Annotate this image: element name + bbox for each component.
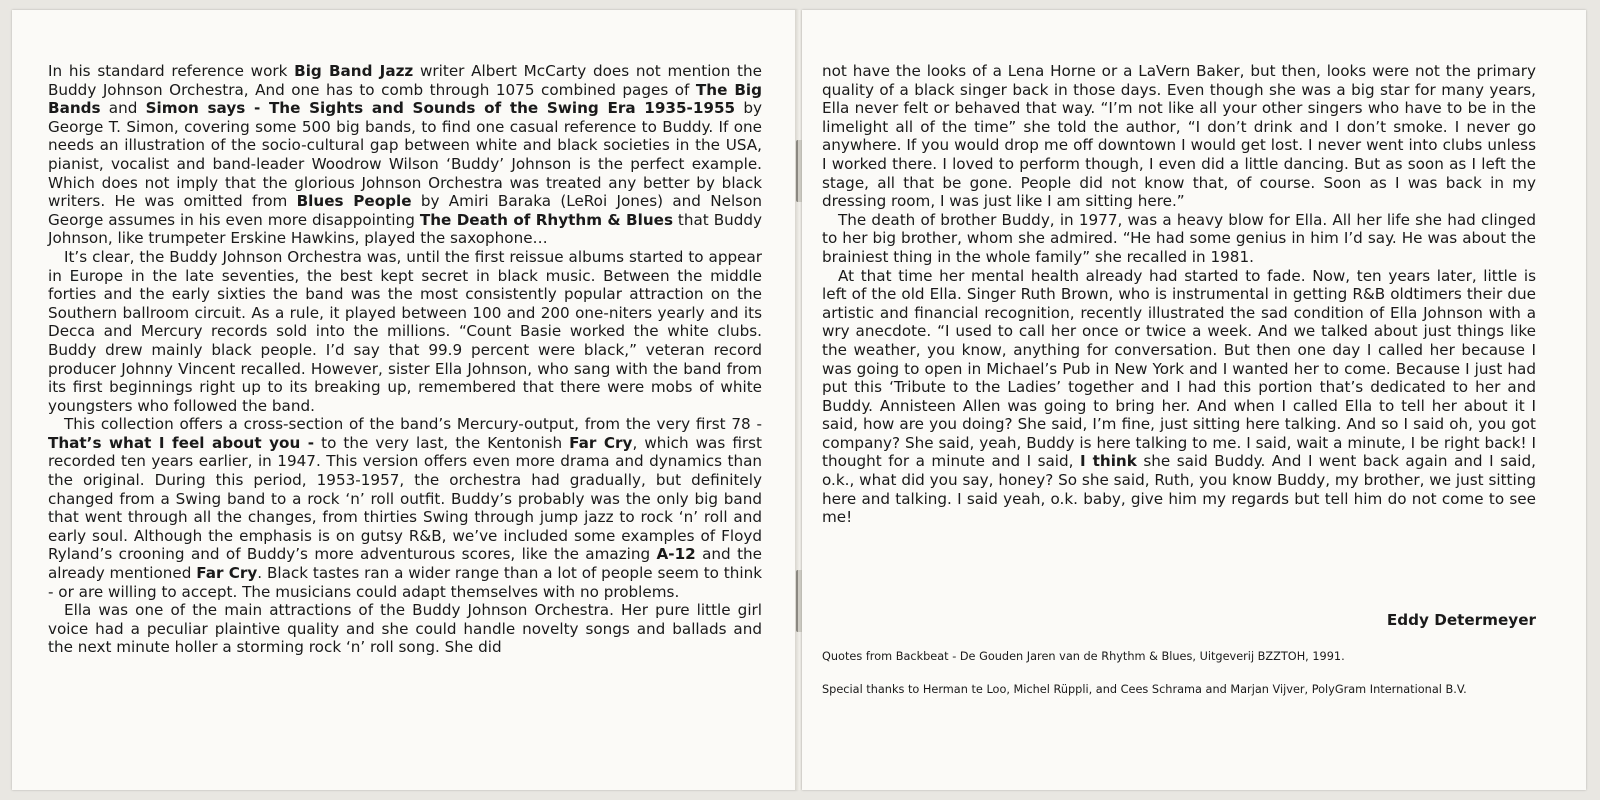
left-page-text xyxy=(48,62,762,657)
bold-title: The Big Bands xyxy=(48,80,762,118)
bold-title: A-12 xyxy=(656,545,696,564)
left-page xyxy=(12,10,797,790)
paragraph: This collection offers a cross-section of the band’s Mercury-output, from the very first 78 - That’s what I feel about you - to the very last, the Kentonish Far Cry, which was first recorded ten years earlier, in 1947. This version offers even more drama and dynamics than the original. During this period, 1953-1957, the orchestra had gradually, but definitely changed from a Swing band to a rock ‘n’ roll outfit. Buddy’s probably was the only big band that went through all the changes, from thirties Swing through jump jazz to rock ‘n’ roll and early soul. Although the emphasis is on gutsy R&B, we’ve included some examples of Floyd Ryland’s crooning and of Buddy’s more adventurous scores, like the amazing A-12 and the already mentioned Far Cry. Black tastes ran a wider range than a lot of people seem to think - or are willing to accept. The musicians could adapt themselves with no problems. xyxy=(48,415,762,601)
bold-title: That’s what I feel about you - xyxy=(48,433,315,452)
bold-title: Big Band Jazz xyxy=(294,62,414,80)
bold-title: I think xyxy=(1080,452,1137,471)
paragraph: It’s clear, the Buddy Johnson Orchestra was, until the first reissue albums started to appear in Europe in the late seventies, the best kept secret in black music. Between the middle forties and the early sixties the band was the most consistently popular attraction on the Southern ballroom circuit. As a rule, it played between 100 and 200 one-niters yearly and its Decca and Mercury records sold into the millions. “Count Basie worked the white clubs. Buddy drew mainly black people. I’d say that 99.9 percent were black,” veteran record producer Johnny Vincent recalled. However, sister Ella Johnson, who sang with the band from its first beginnings right up to its breaking up, remembered that there were mobs of white youngsters who followed the band. xyxy=(48,247,762,415)
bold-title: The Death of Rhythm & Blues xyxy=(419,210,673,229)
thanks-credit: Special thanks to Herman te Loo, Michel Rüppli, and Cees Schrama and Marjan Vijver, PolyGram International B.V. xyxy=(822,683,1467,696)
bold-title: Far Cry xyxy=(569,433,633,452)
bold-title: Blues People xyxy=(296,192,412,211)
source-credit: Quotes from Backbeat - De Gouden Jaren van de Rhythm & Blues, Uitgeverij BZZTOH, 1991. xyxy=(822,650,1345,663)
paragraph: At that time her mental health already had started to fade. Now, ten years later, little is left of the old Ella. Singer Ruth Brown, who is instrumental in getting R&B oldtimers their due artistic and financial recognition, recently illustrated the sad condition of Ella Johnson with a wry anecdote. “I used to call her once or twice a week. And we talked about just things like the weather, you know, anything for conversation. But then one day I called her because I was going to open in Michael’s Pub in New York and I wanted her to come. Because I just had put this ‘Tribute to the Ladies’ together and I had this portion that’s dedicated to her and Buddy. Annisteen Allen was going to bring her. And when I called Ella to tell her about it I said, how are you doing? She said, I’m fine, just sitting here talking. And so I said oh, you got company? She said, yeah, Buddy is here talking to me. I said, wait a minute, I be right back! I thought for a minute and I said, I think she said Buddy. And I went back again and I said, o.k., what did you say, honey? So she said, Ruth, you know Buddy, my brother, we just sitting here and talking. I said yeah, o.k. baby, give him my regards but tell him do not come to see me! xyxy=(822,266,1536,527)
paragraph: Ella was one of the main attractions of the Buddy Johnson Orchestra. Her pure little girl voice had a peculiar plaintive quality and she could handle novelty songs and ballads and the next minute holler a storming rock ‘n’ roll song. She did xyxy=(48,601,762,657)
paragraph: The death of brother Buddy, in 1977, was a heavy blow for Ella. All her life she had clinged to her big brother, whom she admired. “He had some genius in him I’d say. He was about the brainiest thing in the whole family” she recalled in 1981. xyxy=(822,210,1536,266)
paragraph: In his standard reference work Big Band Jazz writer Albert McCarty does not mention the Buddy Johnson Orchestra, And one has to comb through 1075 combined pages of The Big Bands and Simon says - The Sights and Sounds of the Swing Era 1935-1955 by George T. Simon, covering some 500 big bands, to find one casual reference to Buddy. If one needs an illustration of the socio-cultural gap between white and black societies in the USA, pianist, vocalist and band-leader Woodrow Wilson ‘Buddy’ Johnson is the perfect example. Which does not imply that the glorious Johnson Orchestra was treated any better by black writers. He was omitted from Blues People by Amiri Baraka (LeRoi Jones) and Nelson George assumes in his even more disappointing The Death of Rhythm & Blues that Buddy Johnson, like trumpeter Erskine Hawkins, played the saxophone… xyxy=(48,62,763,248)
bold-title: Far Cry xyxy=(196,564,258,583)
right-page xyxy=(802,10,1586,790)
author-signature: Eddy Determeyer xyxy=(1386,611,1536,629)
paragraph: not have the looks of a Lena Horne or a LaVern Baker, but then, looks were not the primary quality of a black singer back in those days. Even though she was a big star for many years, Ella never felt or behaved that way. “I’m not like all your other singers who have to be in the limelight all of the time” she told the author, “I don’t drink and I don’t smoke. I never go anywhere. If you would drop me off downtown I would get lost. I never went into clubs unless I worked there. I loved to perform though, I even did a little dancing. But as soon as I left the stage, all that be gone. People did not know that, of course. Soon as I was back in my dressing room, I was just like I am sitting here.” xyxy=(822,62,1536,211)
right-page-text xyxy=(822,62,1536,527)
bold-title: Simon says - The Sights and Sounds of the Swing Era 1935-1955 xyxy=(145,99,736,118)
